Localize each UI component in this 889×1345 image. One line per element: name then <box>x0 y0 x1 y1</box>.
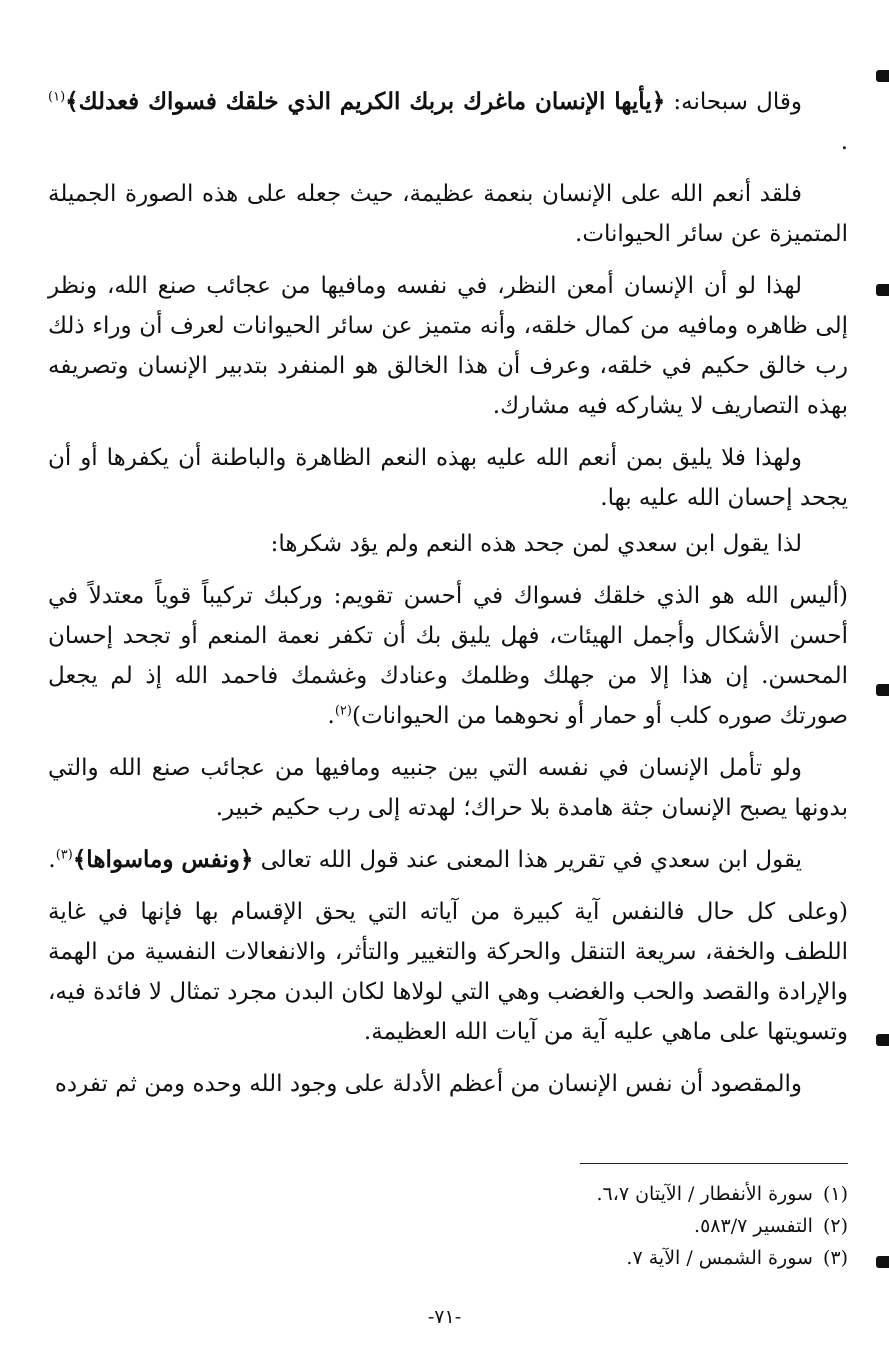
footnotes <box>48 1178 848 1274</box>
paragraph-text: والمقصود أن نفس الإنسان من أعظم الأدلة على وجود الله وحده ومن ثم تفرده <box>54 1071 802 1097</box>
paragraph <box>48 840 848 880</box>
margin-mark <box>876 1256 889 1268</box>
margin-mark <box>876 70 889 82</box>
paragraph <box>48 266 848 426</box>
footnote <box>48 1242 848 1274</box>
footnote <box>48 1210 848 1242</box>
paragraph-text: ولهذا فلا يليق بمن أنعم الله عليه بهذه النعم الظاهرة والباطنة أن يكفرها أو أن يجحد إحسان الله عليه بها. <box>48 445 848 511</box>
paragraph-text: (أليس الله هو الذي خلقك فسواك في أحسن تقويم: وركبك تركيباً قوياً معتدلاً في أحسن الأشكال وأجمل الهيئات، فهل يليق بك أن تكفر نعمة المنعم أو تجحد إحسان المحسن. إن هذا إلا من جهلك وظلمك وعنادك وغشمك فاحمد الله إذ لم يجعل صورتك صوره كلب أو حمار أو نحوهما من الحيوانات) <box>48 583 849 729</box>
paragraph <box>48 892 848 1052</box>
quran-verse: ﴿ونفس وماسواها﴾ <box>72 846 254 873</box>
footnote-number: (١) <box>822 1183 848 1205</box>
footnote-number: (٣) <box>822 1247 848 1269</box>
footnote-divider <box>580 1163 848 1164</box>
paragraph <box>48 576 848 736</box>
footnote-text: سورة الشمس / الآية ٧. <box>626 1247 813 1269</box>
footnote-text: سورة الأنفطار / الآيتان ٦،٧. <box>596 1183 813 1205</box>
paragraph <box>48 1064 848 1104</box>
paragraph-text: لذا يقول ابن سعدي لمن جحد هذه النعم ولم يؤد شكرها: <box>270 531 802 557</box>
paragraph <box>48 82 848 162</box>
margin-mark <box>876 684 889 696</box>
paragraph <box>48 748 848 828</box>
paragraph-text: وقال سبحانه: <box>665 89 802 115</box>
quran-verse: ﴿يأيها الإنسان ماغرك بربك الكريم الذي خلقك فسواك فعدلك﴾ <box>65 88 666 115</box>
page-number: -٧١- <box>427 1306 462 1328</box>
main-text <box>48 82 848 1116</box>
footnote-reference: (٣) <box>55 847 73 863</box>
paragraph <box>48 174 848 254</box>
footnote-reference: (١) <box>48 89 66 105</box>
paragraph <box>48 438 848 518</box>
paragraph-text: . <box>48 847 56 873</box>
paragraph-text: . <box>840 129 848 155</box>
paragraph <box>48 524 848 564</box>
paragraph-text: . <box>327 703 335 729</box>
footnote-text: التفسير ٥٨٣/٧. <box>694 1215 813 1237</box>
margin-mark <box>876 1034 889 1046</box>
paragraph-text: يقول ابن سعدي في تقرير هذا المعنى عند قول الله تعالى <box>253 847 802 873</box>
paragraph-text: لهذا لو أن الإنسان أمعن النظر، في نفسه ومافيها من عجائب صنع الله، ونظر إلى ظاهره ومافيه من كمال خلقه، وأنه متميز عن سائر الحيوانات لعرف أن وراء ذلك رب خالق حكيم في خلقه، وعرف أن هذا الخالق هو المنفرد بتدبير الإنسان وتصريفه بهذه التصاريف لا يشاركه فيه مشارك. <box>48 273 848 419</box>
footnote-number: (٢) <box>822 1215 848 1237</box>
paragraph-text: (وعلى كل حال فالنفس آية كبيرة من آياته التي يحق الإقسام بها فإنها في غاية اللطف والخفة، سريعة التنقل والحركة والتغيير والتأثر، والانفعالات النفسية من الهمة والإرادة والقصد والحب والغضب وهي التي لولاها لكان البدن مجرد تمثال لا فائدة فيه، وتسويتها على ماهي عليه آية من آيات الله العظيمة. <box>48 899 848 1045</box>
paragraph-text: فلقد أنعم الله على الإنسان بنعمة عظيمة، حيث جعله على هذه الصورة الجميلة المتميزة عن سائر الحيوانات. <box>48 181 848 247</box>
paragraph-text: ولو تأمل الإنسان في نفسه التي بين جنبيه ومافيها من عجائب صنع الله والتي بدونها يصبح الإنسان جثة هامدة بلا حراك؛ لهدته إلى رب حكيم خبير. <box>48 755 848 821</box>
footnote <box>48 1178 848 1210</box>
margin-mark <box>876 284 889 296</box>
footnote-reference: (٢) <box>334 703 352 719</box>
